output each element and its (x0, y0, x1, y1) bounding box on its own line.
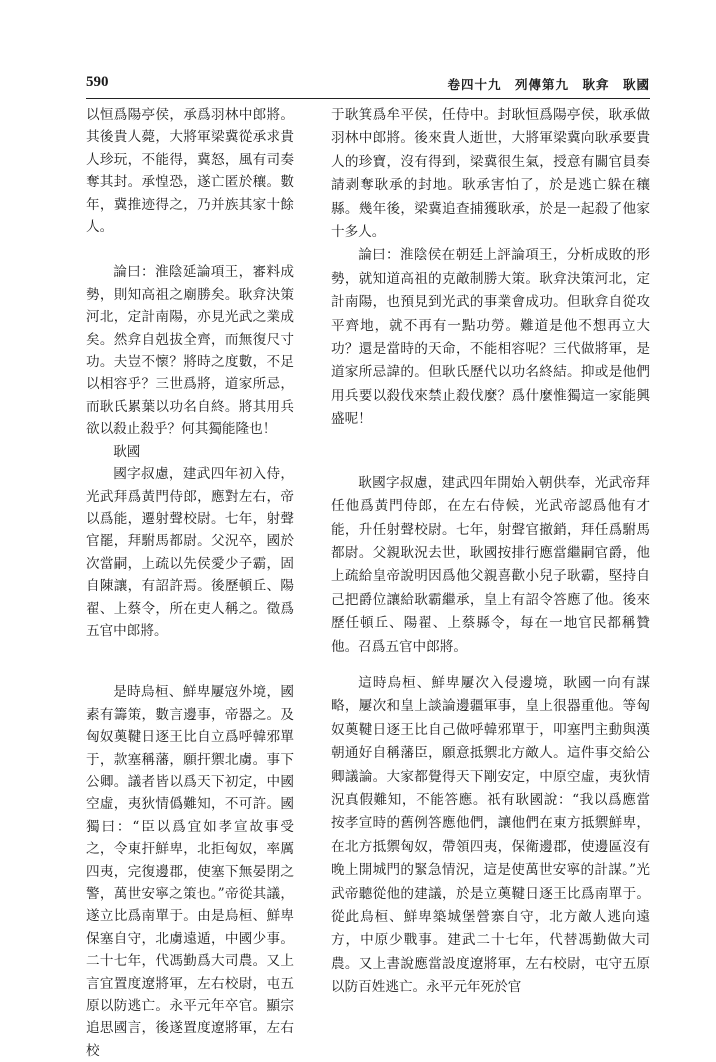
section-heading: 耿國 (113, 443, 141, 460)
translation-column (331, 104, 650, 1000)
classical-paragraph-wuhuan: 是時烏桓、鮮卑屢寇外境，國素有籌策，數言邊事，帝器之。及匈奴薁鞬日逐王比自立爲呼韓邪單于，款塞稱藩，願扞禦北虜。事下公卿。議者皆以爲天下初定，中國空虛，夷狄情僞難知，不可許。國獨曰：“臣以爲宜如孝宣故事受之，令東扞鮮卑，北拒匈奴，率厲四夷，完復邊郡，使塞下無晏閉之警，萬世安寧之策也。”帝從其議，遂立比爲南單于。由是烏桓、鮮卑保塞自守，北虜遠遁，中國少事。二十七年，代馮勤爲大司農。又上言宜置度遼將軍，左右校尉，屯五原以防逃亡。永平元年卒官。顯宗追思國言，後遂置度遼將軍，左右校 (86, 684, 294, 1059)
classical-paragraph-1: 以恒爲陽亭侯，承爲羽林中郎將。其後貴人薨，大將軍梁冀從承求貴人珍玩，不能得，冀怒，風有司奏奪其封。承惶恐，遂亡匿於穰。數年，冀推迹得之，乃并族其家十餘人。 (86, 107, 294, 236)
running-head: 卷四十九 列傳第九 耿弇 耿國 (447, 77, 650, 92)
header-rule (86, 98, 650, 99)
classical-paragraph-lunyue: 論曰：淮陰延論項王，審料成勢，則知高祖之廟勝矣。耿弇決策河北，定計南陽，亦見光武之業成矣。然弇自剋拔全齊，而無復尺寸功。夫豈不懷？將時之度數，不足以相容乎？三世爲將，道家所忌，而耿氏累葉以功名自終。將其用兵欲以殺止殺乎？何其獨能隆也！ (86, 264, 294, 438)
page-number: 590 (86, 74, 109, 90)
page-header (86, 74, 650, 96)
translation-paragraph-wuhuan: 這時烏桓、鮮卑屢次入侵邊境，耿國一向有謀略，屢次和皇上談論邊疆軍事，皇上很器重他。等匈奴薁鞬日逐王比自己做呼韓邪單于，叩塞門主動與漢朝通好自稱藩臣，願意抵禦北方敵人。這件事交給公卿議論。大家都覺得天下剛安定，中原空虛，夷狄情況真假難知，不能答應。祇有耿國說：“我以爲應當按孝宣時的舊例答應他們，讓他們在東方抵禦鮮卑，在北方抵禦匈奴，帶領四夷，保衛邊郡，使邊區沒有晚上開城門的緊急情況，這是使萬世安寧的計謀。”光武帝聽從他的建議，於是立薁鞬日逐王比爲南單于。從此烏桓、鮮卑築城堡營寨自守，北方敵人逃向遠方，中原少戰事。建武二十七年，代替馮勤做大司農。又上書說應當設度遼將軍，左右校尉，屯守五原以防百姓逃亡。永平元年死於官 (331, 674, 650, 996)
classical-paragraph-gengguo: 國字叔慮，建武四年初入侍，光武拜爲黃門侍郎，應對左右，帝以爲能，遷射聲校尉。七年，射聲官罷，拜駙馬都尉。父況卒，國於次當嗣，上疏以先侯愛少子霸，固自陳讓，有詔許焉。後歷頓丘、陽翟、上蔡令，所在吏人稱之。徵爲五官中郎將。 (86, 466, 294, 639)
translation-paragraph-gengguo: 耿國字叔慮，建武四年開始入朝供奉，光武帝拜任他爲黃門侍郎，在左右侍候，光武帝認爲他有才能，升任射聲校尉。七年，射聲官撤銷，拜任爲駙馬都尉。父親耿況去世，耿國按排行應當繼嗣官爵，他上疏給皇帝說明因爲他父親喜歡小兒子耿霸，堅持自己把爵位讓給耿霸繼承，皇上有詔令答應了他。後來歷任頓丘、陽翟、上蔡縣令，每在一地官民都稱贊他。召爲五官中郎將。 (331, 474, 650, 655)
translation-paragraph-1: 于耿箕爲牟平侯，任侍中。封耿恒爲陽亭侯，耿承做羽林中郎將。後來貴人逝世，大將軍梁冀向耿承要貴人的珍寶，沒有得到，梁冀很生氣，授意有關官員奏請剥奪耿承的封地。耿承害怕了，於是逃亡躲在穰縣。幾年後，梁冀追查捕獲耿承，於是一起殺了他家十多人。 (331, 107, 650, 241)
translation-paragraph-lunyue: 論曰：淮陰侯在朝廷上評論項王，分析成敗的形勢，就知道高祖的克敵制勝大策。耿弇決策河北，定計南陽，也預見到光武的事業會成功。但耿弇自從攻平齊地，就不再有一點功勞。難道是他不想再立大功？還是當時的天命，不能相容呢？三代做將軍，是道家所忌諱的。但耿氏歷代以功名終結。抑或是他們用兵要以殺伐來禁止殺伐麼？爲什麼惟獨這一家能興盛呢！ (331, 247, 650, 428)
classical-text-column (86, 104, 294, 1062)
